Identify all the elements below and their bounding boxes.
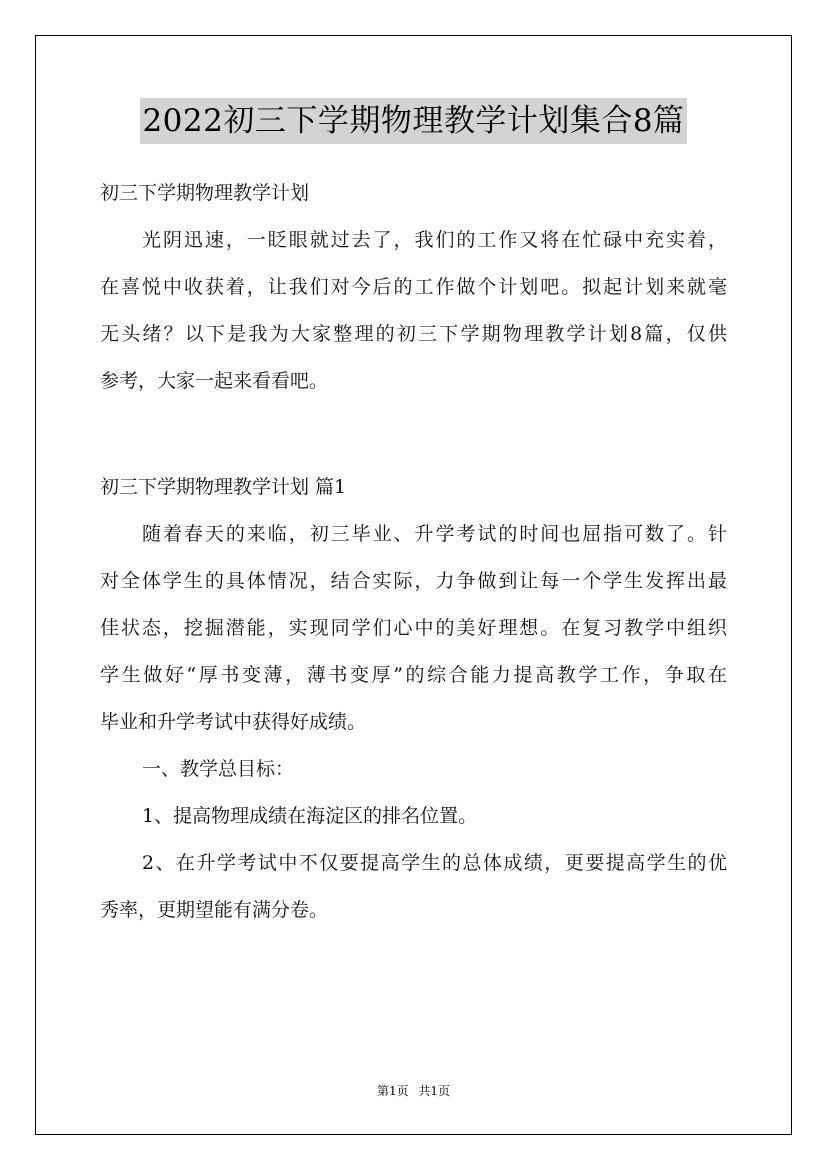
- intro-paragraph-line: 无头绪？以下是我为大家整理的初三下学期物理教学计划8篇，仅供: [100, 323, 727, 345]
- page-count: 共1页: [418, 1084, 451, 1098]
- section-heading: 初三下学期物理教学计划 篇1: [100, 476, 347, 498]
- document-title: 2022初三下学期物理教学计划集合8篇: [140, 98, 686, 144]
- section-paragraph-line: 随着春天的来临，初三毕业、升学考试的时间也屈指可数了。针: [142, 523, 727, 545]
- intro-heading: 初三下学期物理教学计划: [100, 182, 310, 204]
- section-paragraph-line: 佳状态，挖掘潜能，实现同学们心中的美好理想。在复习教学中组织: [100, 617, 727, 639]
- title-container: [0, 98, 827, 144]
- page-footer: [0, 1082, 827, 1100]
- goal-item-line: 秀率，更期望能有满分卷。: [100, 899, 329, 921]
- goal-heading: 一、教学总目标：: [142, 758, 295, 780]
- section-paragraph-line: 毕业和升学考试中获得好成绩。: [100, 711, 367, 733]
- section-paragraph-line: 学生做好“厚书变薄，薄书变厚”的综合能力提高教学工作，争取在: [100, 664, 727, 686]
- goal-item-line: 2、在升学考试中不仅要提高学生的总体成绩，更要提高学生的优: [142, 852, 727, 874]
- page-number: 第1页: [376, 1084, 409, 1098]
- section-paragraph-line: 对全体学生的具体情况，结合实际，力争做到让每一个学生发挥出最: [100, 570, 727, 592]
- intro-paragraph-line: 在喜悦中收获着，让我们对今后的工作做个计划吧。拟起计划来就毫: [100, 276, 727, 298]
- intro-paragraph-line: 参考，大家一起来看看吧。: [100, 370, 329, 392]
- intro-paragraph-line: 光阴迅速，一眨眼就过去了，我们的工作又将在忙碌中充实着，: [142, 229, 727, 251]
- section-spacer: [100, 405, 727, 464]
- document-body: [100, 170, 727, 934]
- goal-item: 1、提高物理成绩在海淀区的排名位置。: [142, 805, 478, 827]
